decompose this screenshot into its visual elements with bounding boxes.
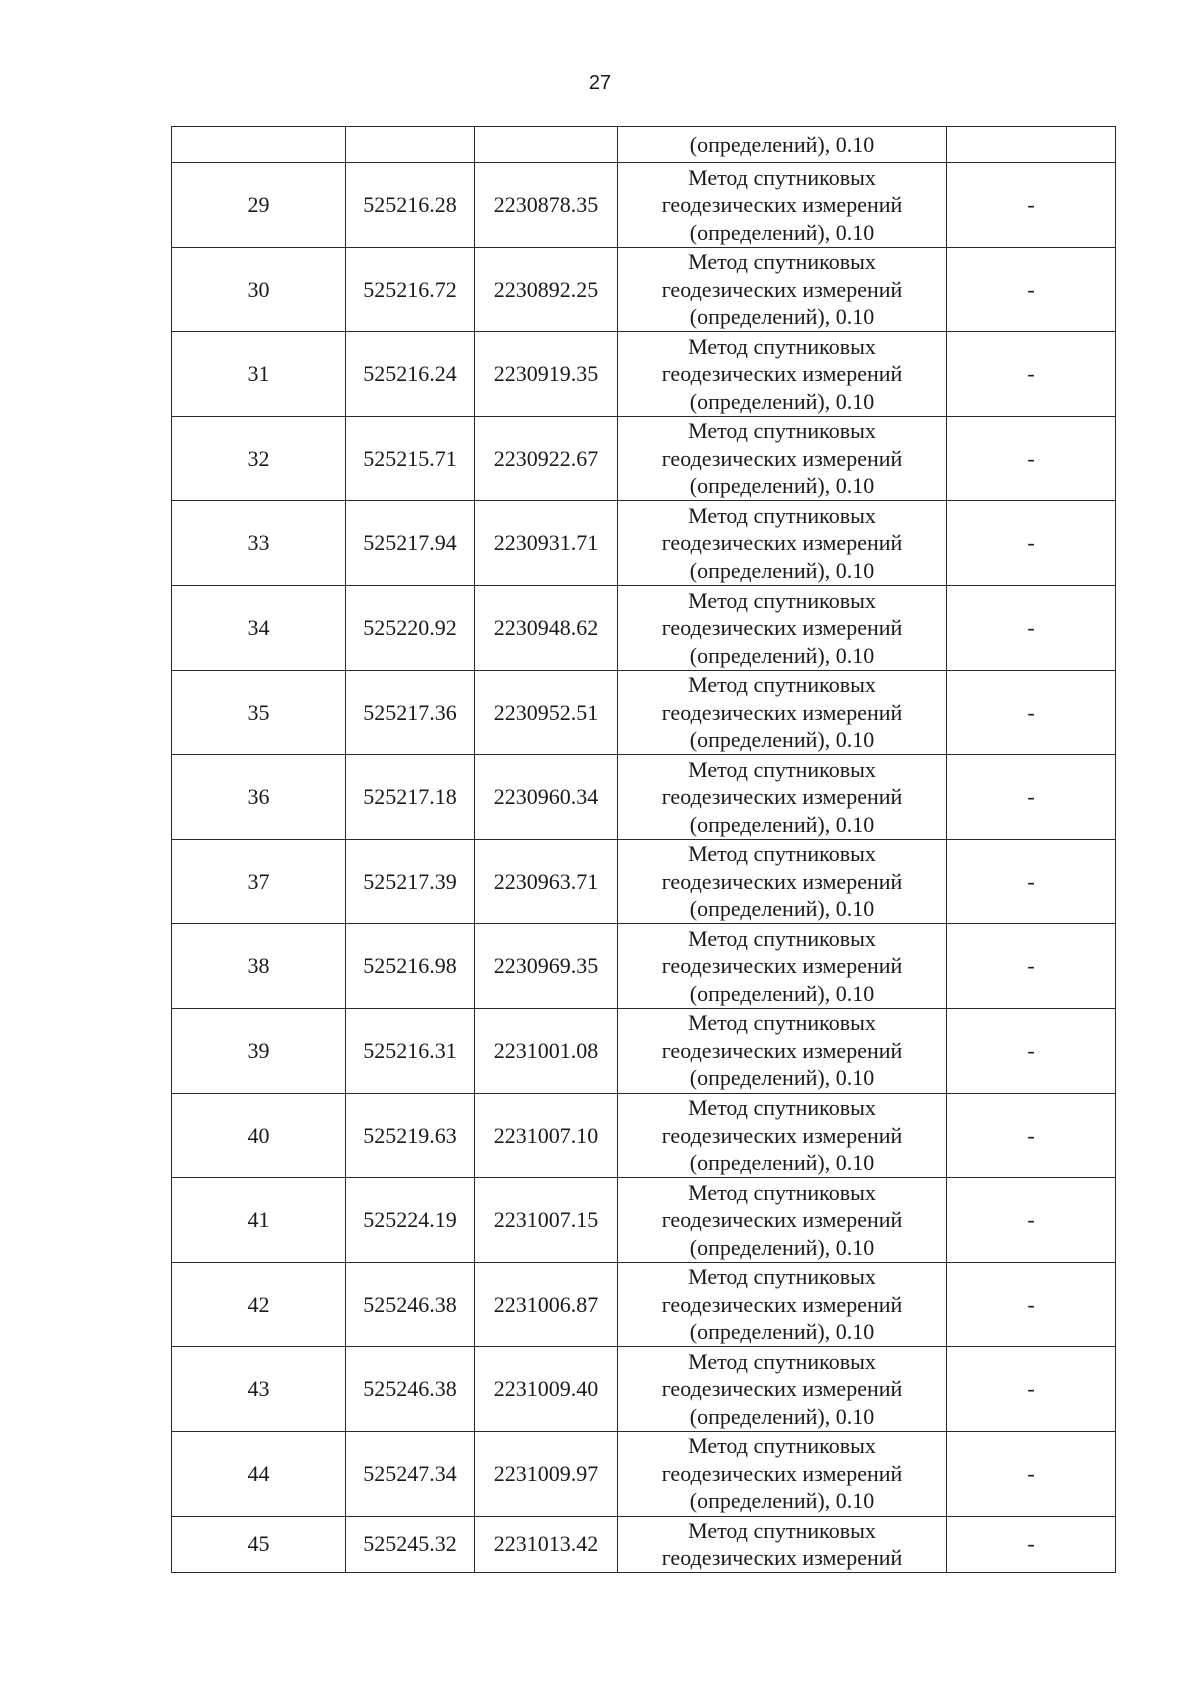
description-cell [947,127,1116,163]
x-coordinate-cell: 525217.39 [346,839,475,924]
x-coordinate-cell: 525216.24 [346,332,475,417]
description-cell: - [947,416,1116,501]
x-coordinate-cell: 525217.36 [346,670,475,755]
method-line: Метод спутниковых [688,1010,876,1036]
method-line: Метод спутниковых [688,756,876,782]
method-cell [618,501,947,586]
x-coordinate-cell: 525224.19 [346,1178,475,1263]
table-row [172,1008,1116,1093]
method-line: геодезических измерений [661,868,903,894]
x-coordinate-cell: 525219.63 [346,1093,475,1178]
method-line: геодезических измерений [661,530,903,556]
method-line: Метод спутниковых [688,418,876,444]
point-number-cell [172,127,346,163]
method-cell [618,1347,947,1432]
method-line: (определений), 0.10 [689,557,875,583]
method-line: Метод спутниковых [688,333,876,359]
method-line: геодезических измерений [661,1037,903,1063]
method-line: (определений), 0.10 [689,1319,875,1345]
y-coordinate-cell: 2231001.08 [475,1008,618,1093]
x-coordinate-cell: 525247.34 [346,1431,475,1516]
coordinates-table [171,126,1116,1573]
method-line: Метод спутниковых [688,1517,876,1543]
method-line: Метод спутниковых [688,1264,876,1290]
table-row [172,501,1116,586]
method-line: Метод спутниковых [688,1348,876,1374]
method-line: геодезических измерений [661,192,903,218]
table-row [172,585,1116,670]
table-row [172,924,1116,1009]
method-line: (определений), 0.10 [689,642,875,668]
y-coordinate-cell: 2230922.67 [475,416,618,501]
method-line: (определений), 0.10 [689,1403,875,1429]
method-cell [618,1093,947,1178]
method-cell [618,332,947,417]
description-cell: - [947,924,1116,1009]
y-coordinate-cell: 2231006.87 [475,1262,618,1347]
method-line: (определений), 0.10 [689,811,875,837]
description-cell: - [947,1431,1116,1516]
method-line: геодезических измерений [661,1291,903,1317]
method-line: (определений), 0.10 [689,304,875,330]
x-coordinate-cell: 525216.31 [346,1008,475,1093]
method-line: геодезических измерений [661,615,903,641]
y-coordinate-cell: 2230960.34 [475,755,618,840]
method-line: (определений), 0.10 [689,1150,875,1176]
method-cell [618,755,947,840]
y-coordinate-cell: 2230878.35 [475,163,618,248]
method-line: (определений), 0.10 [689,1065,875,1091]
method-cell [618,585,947,670]
point-number-cell: 41 [172,1178,346,1263]
method-cell [618,1431,947,1516]
y-coordinate-cell: 2231009.97 [475,1431,618,1516]
method-line: геодезических измерений [661,1207,903,1233]
y-coordinate-cell [475,127,618,163]
table-row [172,416,1116,501]
method-line: геодезических измерений [661,445,903,471]
point-number-cell: 30 [172,247,346,332]
description-cell: - [947,1262,1116,1347]
table-row [172,1431,1116,1516]
description-cell: - [947,1093,1116,1178]
point-number-cell: 40 [172,1093,346,1178]
method-line: (определений), 0.10 [689,896,875,922]
method-line: геодезических измерений [661,1460,903,1486]
method-cell [618,163,947,248]
y-coordinate-cell: 2230919.35 [475,332,618,417]
table-row [172,1516,1116,1572]
method-line: Метод спутниковых [688,841,876,867]
method-line: геодезических измерений [661,1122,903,1148]
x-coordinate-cell: 525245.32 [346,1516,475,1572]
point-number-cell: 36 [172,755,346,840]
table-row [172,670,1116,755]
method-line: (определений), 0.10 [689,473,875,499]
method-cell [618,839,947,924]
table-row [172,839,1116,924]
point-number-cell: 44 [172,1431,346,1516]
method-line: Метод спутниковых [688,164,876,190]
description-cell: - [947,247,1116,332]
table-row-continued [172,127,1116,163]
method-cell [618,247,947,332]
y-coordinate-cell: 2231013.42 [475,1516,618,1572]
point-number-cell: 37 [172,839,346,924]
method-line: (определений), 0.10 [689,388,875,414]
method-line: геодезических измерений [661,1545,903,1570]
method-cell [618,416,947,501]
description-cell: - [947,585,1116,670]
y-coordinate-cell: 2230963.71 [475,839,618,924]
x-coordinate-cell: 525216.72 [346,247,475,332]
description-cell: - [947,1516,1116,1572]
method-line: геодезических измерений [661,699,903,725]
method-line: Метод спутниковых [688,249,876,275]
method-line: геодезических измерений [661,361,903,387]
method-line: Метод спутниковых [688,1095,876,1121]
method-line: Метод спутниковых [688,502,876,528]
y-coordinate-cell: 2231007.10 [475,1093,618,1178]
y-coordinate-cell: 2230948.62 [475,585,618,670]
y-coordinate-cell: 2230892.25 [475,247,618,332]
table-row [172,332,1116,417]
description-cell: - [947,332,1116,417]
method-line: геодезических измерений [661,276,903,302]
method-cell [618,1178,947,1263]
method-line: (определений), 0.10 [689,1488,875,1514]
x-coordinate-cell: 525216.28 [346,163,475,248]
y-coordinate-cell: 2230969.35 [475,924,618,1009]
description-cell: - [947,1178,1116,1263]
table-row [172,1347,1116,1432]
description-cell: - [947,670,1116,755]
method-line: (определений), 0.10 [689,219,875,245]
method-cell [618,1008,947,1093]
table-row [172,755,1116,840]
method-line: Метод спутниковых [688,925,876,951]
point-number-cell: 31 [172,332,346,417]
point-number-cell: 29 [172,163,346,248]
table-row [172,247,1116,332]
x-coordinate-cell: 525215.71 [346,416,475,501]
point-number-cell: 39 [172,1008,346,1093]
method-line: (определений), 0.10 [689,727,875,753]
description-cell: - [947,163,1116,248]
x-coordinate-cell: 525246.38 [346,1347,475,1432]
x-coordinate-cell [346,127,475,163]
point-number-cell: 35 [172,670,346,755]
method-cell [618,670,947,755]
method-line: (определений), 0.10 [689,1234,875,1260]
coordinates-table-body [172,127,1116,1573]
method-cell [618,1262,947,1347]
description-cell: - [947,1008,1116,1093]
table-row [172,1093,1116,1178]
point-number-cell: 32 [172,416,346,501]
method-cell: (определений), 0.10 [618,127,947,163]
method-line: Метод спутниковых [688,672,876,698]
method-cell [618,924,947,1009]
method-line: Метод спутниковых [688,1433,876,1459]
x-coordinate-cell: 525217.18 [346,755,475,840]
page-number: 27 [588,72,612,94]
description-cell: - [947,501,1116,586]
method-line: геодезических измерений [661,1376,903,1402]
y-coordinate-cell: 2231007.15 [475,1178,618,1263]
method-line: Метод спутниковых [688,1179,876,1205]
y-coordinate-cell: 2230931.71 [475,501,618,586]
point-number-cell: 34 [172,585,346,670]
description-cell: - [947,755,1116,840]
x-coordinate-cell: 525246.38 [346,1262,475,1347]
y-coordinate-cell: 2231009.40 [475,1347,618,1432]
method-line: геодезических измерений [661,784,903,810]
method-cell [618,1516,947,1572]
table-row [172,1262,1116,1347]
x-coordinate-cell: 525216.98 [346,924,475,1009]
y-coordinate-cell: 2230952.51 [475,670,618,755]
description-cell: - [947,839,1116,924]
point-number-cell: 42 [172,1262,346,1347]
point-number-cell: 45 [172,1516,346,1572]
description-cell: - [947,1347,1116,1432]
point-number-cell: 43 [172,1347,346,1432]
x-coordinate-cell: 525220.92 [346,585,475,670]
method-line: геодезических измерений [661,953,903,979]
table-row [172,1178,1116,1263]
table-row [172,163,1116,248]
point-number-cell: 38 [172,924,346,1009]
x-coordinate-cell: 525217.94 [346,501,475,586]
point-number-cell: 33 [172,501,346,586]
method-line: Метод спутниковых [688,587,876,613]
method-line: (определений), 0.10 [689,980,875,1006]
